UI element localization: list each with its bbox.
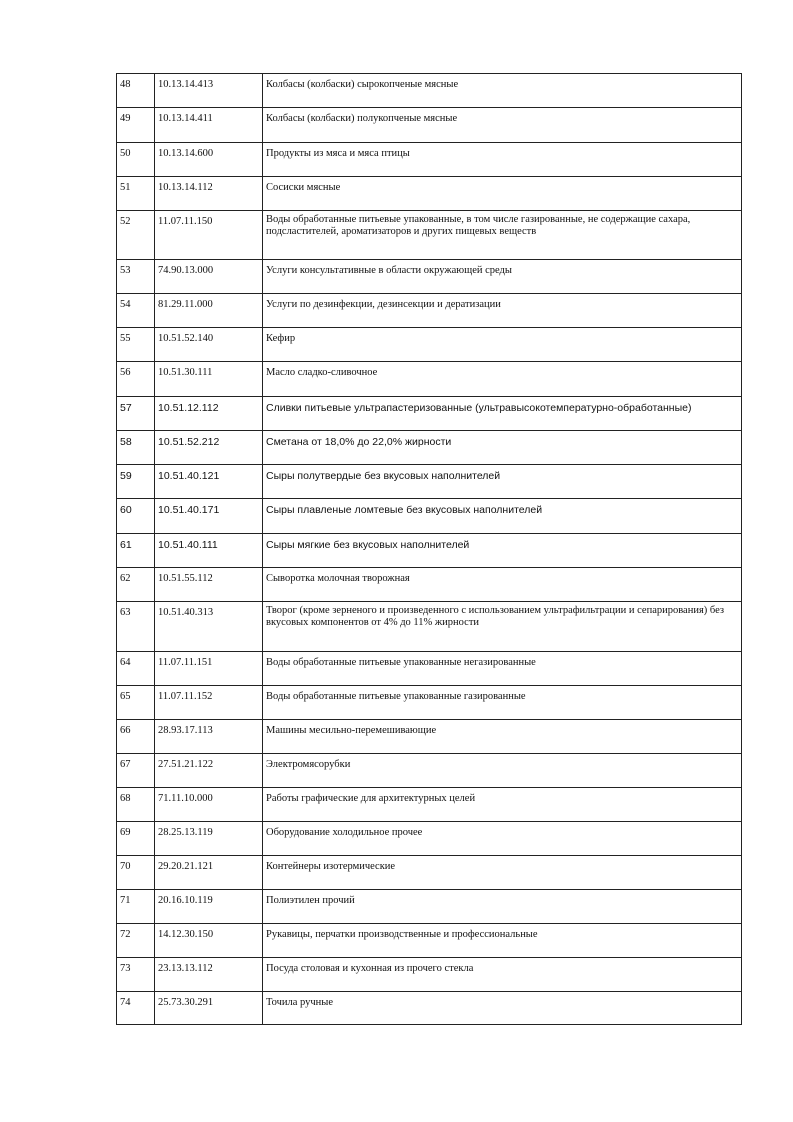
item-name: Услуги по дезинфекции, дезинсекции и дератизации <box>263 294 742 328</box>
row-number: 58 <box>117 431 155 465</box>
okpd-code: 10.51.52.140 <box>155 328 263 362</box>
row-number: 67 <box>117 754 155 788</box>
okpd-code: 11.07.11.150 <box>155 211 263 260</box>
row-number: 55 <box>117 328 155 362</box>
table-row <box>117 602 742 652</box>
row-number: 71 <box>117 890 155 924</box>
row-number: 65 <box>117 686 155 720</box>
table-row <box>117 499 742 534</box>
row-number: 63 <box>117 602 155 652</box>
table-row <box>117 856 742 890</box>
item-name: Сыры плавленые ломтевые без вкусовых наполнителей <box>263 499 742 534</box>
item-name: Электромясорубки <box>263 754 742 788</box>
item-name: Масло сладко-сливочное <box>263 362 742 397</box>
table-row <box>117 362 742 397</box>
okpd-code: 10.13.14.413 <box>155 74 263 108</box>
okpd-code: 10.51.30.111 <box>155 362 263 397</box>
okpd-code: 14.12.30.150 <box>155 924 263 958</box>
okpd-codes-table <box>116 73 742 1025</box>
table-body <box>117 74 742 1025</box>
row-number: 57 <box>117 397 155 431</box>
item-name: Полиэтилен прочий <box>263 890 742 924</box>
okpd-code: 74.90.13.000 <box>155 260 263 294</box>
okpd-code: 20.16.10.119 <box>155 890 263 924</box>
row-number: 54 <box>117 294 155 328</box>
row-number: 68 <box>117 788 155 822</box>
table-row <box>117 294 742 328</box>
row-number: 69 <box>117 822 155 856</box>
table-row <box>117 177 742 211</box>
table-row <box>117 431 742 465</box>
table-row <box>117 260 742 294</box>
okpd-code: 23.13.13.112 <box>155 958 263 992</box>
okpd-code: 28.93.17.113 <box>155 720 263 754</box>
row-number: 52 <box>117 211 155 260</box>
table-row <box>117 686 742 720</box>
table-row <box>117 720 742 754</box>
row-number: 70 <box>117 856 155 890</box>
item-name: Кефир <box>263 328 742 362</box>
row-number: 72 <box>117 924 155 958</box>
row-number: 53 <box>117 260 155 294</box>
okpd-code: 10.51.55.112 <box>155 568 263 602</box>
okpd-code: 11.07.11.152 <box>155 686 263 720</box>
item-name: Воды обработанные питьевые упакованные, в том числе газированные, не содержащие сахара, подсластителей, ароматизаторов и других пищевых веществ <box>263 211 742 260</box>
okpd-code: 71.11.10.000 <box>155 788 263 822</box>
item-name: Сыры полутвердые без вкусовых наполнителей <box>263 465 742 499</box>
item-name: Рукавицы, перчатки производственные и профессиональные <box>263 924 742 958</box>
item-name: Сыворотка молочная творожная <box>263 568 742 602</box>
okpd-code: 10.51.12.112 <box>155 397 263 431</box>
row-number: 73 <box>117 958 155 992</box>
row-number: 61 <box>117 534 155 568</box>
item-name: Контейнеры изотермические <box>263 856 742 890</box>
table-row <box>117 958 742 992</box>
table-row <box>117 754 742 788</box>
item-name: Работы графические для архитектурных целей <box>263 788 742 822</box>
item-name: Точила ручные <box>263 992 742 1025</box>
item-name: Машины месильно-перемешивающие <box>263 720 742 754</box>
table-row <box>117 465 742 499</box>
okpd-code: 29.20.21.121 <box>155 856 263 890</box>
okpd-code: 10.13.14.112 <box>155 177 263 211</box>
okpd-code: 25.73.30.291 <box>155 992 263 1025</box>
okpd-code: 10.51.40.171 <box>155 499 263 534</box>
okpd-code: 10.51.40.111 <box>155 534 263 568</box>
row-number: 62 <box>117 568 155 602</box>
table-row <box>117 788 742 822</box>
row-number: 49 <box>117 108 155 143</box>
okpd-code: 81.29.11.000 <box>155 294 263 328</box>
row-number: 60 <box>117 499 155 534</box>
item-name: Воды обработанные питьевые упакованные негазированные <box>263 652 742 686</box>
item-name: Сосиски мясные <box>263 177 742 211</box>
item-name: Оборудование холодильное прочее <box>263 822 742 856</box>
row-number: 56 <box>117 362 155 397</box>
item-name: Воды обработанные питьевые упакованные газированные <box>263 686 742 720</box>
okpd-code: 28.25.13.119 <box>155 822 263 856</box>
table-row <box>117 328 742 362</box>
item-name: Колбасы (колбаски) сырокопченые мясные <box>263 74 742 108</box>
item-name: Продукты из мяса и мяса птицы <box>263 143 742 177</box>
item-name: Сливки питьевые ультрапастеризованные (ультравысокотемпературно-обработанные) <box>263 397 742 431</box>
item-name: Услуги консультативные в области окружающей среды <box>263 260 742 294</box>
item-name: Творог (кроме зерненого и произведенного с использованием ультрафильтрации и сепарирования) без вкусовых компонентов от 4% до 11% жирности <box>263 602 742 652</box>
okpd-code: 10.51.40.121 <box>155 465 263 499</box>
row-number: 48 <box>117 74 155 108</box>
row-number: 51 <box>117 177 155 211</box>
item-name: Колбасы (колбаски) полукопченые мясные <box>263 108 742 143</box>
table-row <box>117 652 742 686</box>
table-row <box>117 992 742 1025</box>
okpd-code: 10.51.40.313 <box>155 602 263 652</box>
table-row <box>117 822 742 856</box>
row-number: 64 <box>117 652 155 686</box>
okpd-code: 11.07.11.151 <box>155 652 263 686</box>
okpd-code: 10.51.52.212 <box>155 431 263 465</box>
okpd-code: 10.13.14.600 <box>155 143 263 177</box>
okpd-code: 10.13.14.411 <box>155 108 263 143</box>
table-row <box>117 568 742 602</box>
item-name: Сметана от 18,0% до 22,0% жирности <box>263 431 742 465</box>
row-number: 50 <box>117 143 155 177</box>
row-number: 59 <box>117 465 155 499</box>
table-row <box>117 924 742 958</box>
row-number: 66 <box>117 720 155 754</box>
okpd-code: 27.51.21.122 <box>155 754 263 788</box>
item-name: Посуда столовая и кухонная из прочего стекла <box>263 958 742 992</box>
item-name: Сыры мягкие без вкусовых наполнителей <box>263 534 742 568</box>
table-row <box>117 397 742 431</box>
table-row <box>117 143 742 177</box>
table-row <box>117 890 742 924</box>
table-row <box>117 534 742 568</box>
table-row <box>117 74 742 108</box>
row-number: 74 <box>117 992 155 1025</box>
table-row <box>117 108 742 143</box>
table-row <box>117 211 742 260</box>
